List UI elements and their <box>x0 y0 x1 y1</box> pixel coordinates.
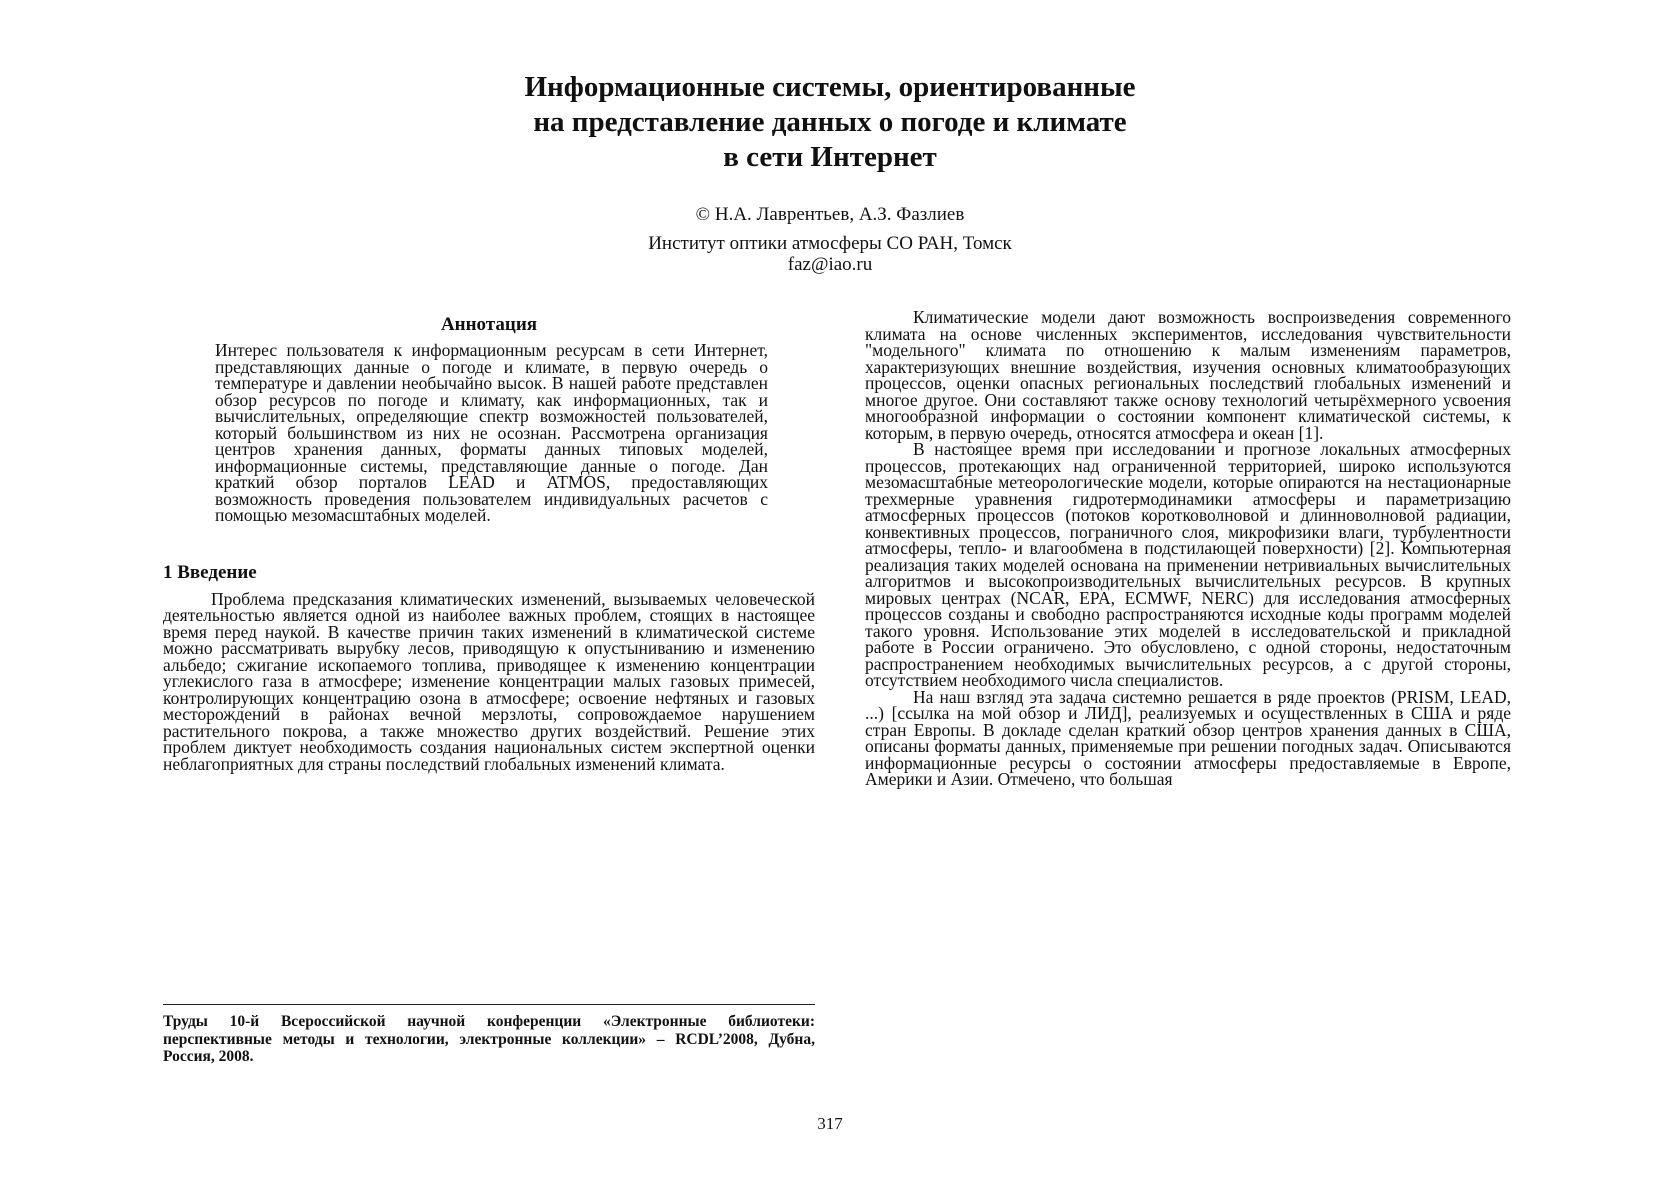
title-line-3: в сети Интернет <box>723 141 937 173</box>
abstract-text: Интерес пользователя к информационным ресурсам в сети Интернет, представляющих данные о погоде и климате, в первую очередь о температуре и давлении необычайно высок. В нашей работе представлен обзор ресурсов по погоде и климату, как информационных, так и вычислительных, определяющие спектр возможностей пользователей, который большинством из них не осознан. Рассмотрена организация центров хранения данных, форматы данных типовых моделей, информационные системы, представляющие данные о погоде. Дан краткий обзор порталов LEAD и ATMOS, предоставляющих возможность проведения пользователем индивидуальных расчетов с помощью мезомасштабных моделей. <box>215 340 768 525</box>
climate-models-paragraph: Климатические модели дают возможность воспроизведения современного климата на основе численных экспериментов, исследования чувствительности "модельного" климата по отношению к малым изменениям параметров, характеризующих внешние воздействия, изучения основных климатообразующих процессов, оценки опасных региональных последствий глобальных изменений и многое другое. Они составляют также основу технологий четырёхмерного усвоения многообразной информации о состоянии компонент климатической системы, к которым, в первую очередь, относятся атмосфера и океан [1]. <box>865 307 1511 443</box>
page-number: 317 <box>817 1114 843 1133</box>
projects-paragraph: На наш взгляд эта задача системно решается в ряде проектов (PRISM, LEAD, ...) [ссылка на мой обзор и ЛИД], реализуемых и осуществленных в США и ряде стран Европы. В докладе сделан краткий обзор центров хранения данных в США, описаны форматы данных, применяемые при решении погодных задач. Описываются информационные ресурсы о состоянии атмосферы предоставляемые в Европе, Америки и Азии. Отмечено, что большая <box>865 686 1511 789</box>
affiliation: Институт оптики атмосферы СО РАН, Томск <box>648 233 1012 254</box>
left-column <box>163 314 815 772</box>
right-column <box>865 309 1511 788</box>
email-address: faz@iao.ru <box>787 254 873 275</box>
mesoscale-models-paragraph: В настоящее время при исследовании и прогнозе локальных атмосферных процессов, протекающих над ограниченной территорией, широко используются мезомасштабные метеорологические модели, которые опираются на нестационарные трехмерные уравнения гидротермодинамики атмосферы и параметризацию атмосферных процессов (потоков коротковолновой и длинноволновой радиации, конвективных процессов, пограничного слоя, микрофизики влаги, турбулентности атмосферы, тепло- и влагообмена в подстилающей поверхности) [2]. Компьютерная реализация таких моделей основана на применении нетривиальных вычислительных алгоритмов и высокопроизводительных вычислительных ресурсов. В крупных мировых центрах (NCAR, EPA, ECMWF, NERC) для исследования атмосферных процессов созданы и свободно распространяются исходные коды программ моделей такого уровня. Использование этих моделей в исследовательской и прикладной работе в России ограничено. Это обусловлено, с одной стороны, недостаточным распространением необходимых вычислительных ресурсов, а с другой стороны, отсутствием необходимого числа специалистов. <box>865 439 1511 690</box>
authors: © Н.А. Лаврентьев, А.З. Фазлиев <box>695 204 965 225</box>
footnote-divider <box>163 1004 815 1005</box>
paper-title <box>250 70 1410 175</box>
title-line-2: на представление данных о погоде и климате <box>533 106 1127 138</box>
abstract-heading: Аннотация <box>440 314 538 335</box>
conference-footnote: Труды 10-й Всероссийской научной конференции «Электронные библиотеки: перспективные методы и технологии, электронные коллекции» – RCDL’2008, Дубна, Россия, 2008. <box>163 1013 815 1065</box>
section-1-heading: 1 Введение <box>163 561 257 583</box>
title-line-1: Информационные системы, ориентированные <box>524 71 1136 103</box>
introduction-paragraph: Проблема предсказания климатических изменений, вызываемых человеческой деятельностью является одной из наиболее важных проблем, стоящих в настоящее время перед наукой. В качестве причин таких изменений в климатической системе можно рассматривать вырубку лесов, приводящую к опустыниванию и изменению альбедо; сжигание ископаемого топлива, приводящее к изменению концентрации углекислого газа в атмосфере; изменение концентрации малых газовых примесей, контролирующих концентрацию озона в атмосфере; освоение нефтяных и газовых месторождений в районах вечной мерзлоты, сопровождаемое нарушением растительного покрова, а также множество других воздействий. Решение этих проблем диктует необходимость создания национальных систем экспертной оценки неблагоприятных для страны последствий глобальных изменений климата. <box>163 588 815 774</box>
